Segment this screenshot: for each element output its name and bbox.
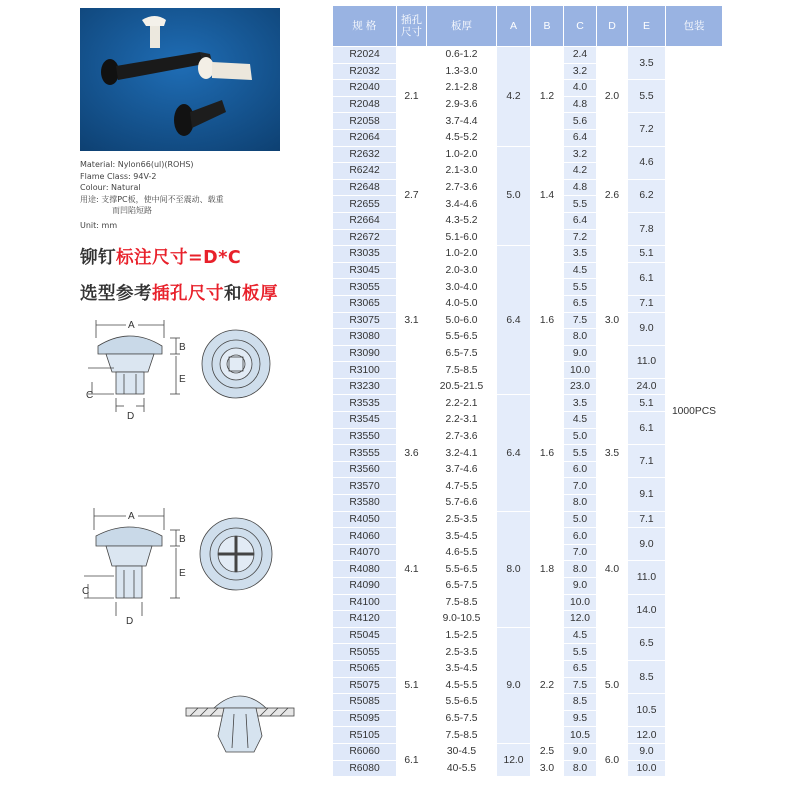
cell-package: 1000PCS [666,47,723,777]
cell-model: R3550 [333,428,397,445]
cell-model: R2632 [333,146,397,163]
cell-thickness: 3.7-4.6 [427,461,497,478]
cell-thickness: 2.2-2.1 [427,395,497,412]
cell-hole-size: 2.1 [397,47,427,147]
cell-c: 4.5 [564,412,597,429]
cell-model: R6242 [333,163,397,180]
cell-hole-size: 3.1 [397,246,427,395]
cell-model: R5055 [333,644,397,661]
cell-a: 4.2 [497,47,531,147]
cell-thickness: 2.2-3.1 [427,412,497,429]
cell-model: R3065 [333,295,397,312]
cell-d: 5.0 [597,627,628,743]
cell-thickness: 5.7-6.6 [427,495,497,512]
cell-e: 9.0 [628,743,666,760]
cell-e: 7.8 [628,212,666,245]
cell-thickness: 6.5-7.5 [427,345,497,362]
cell-thickness: 2.7-3.6 [427,179,497,196]
dim-E-label: E [179,374,186,385]
spec-colour: Colour: Natural [80,183,141,192]
cell-e: 3.5 [628,47,666,80]
cell-c: 6.4 [564,212,597,229]
cell-model: R2040 [333,80,397,97]
cell-b: 2.5 [531,743,564,760]
cell-thickness: 0.6-1.2 [427,47,497,64]
cell-d: 2.6 [597,146,628,246]
cell-model: R2655 [333,196,397,213]
cell-e: 6.5 [628,627,666,660]
cell-c: 12.0 [564,611,597,628]
cell-model: R4070 [333,544,397,561]
spec-table [332,6,723,777]
cell-thickness: 6.5-7.5 [427,710,497,727]
cell-model: R2664 [333,212,397,229]
cell-c: 10.0 [564,362,597,379]
header-thickness: 板厚 [427,6,497,47]
cell-b: 1.6 [531,395,564,511]
cell-e: 6.2 [628,179,666,212]
cell-model: R3075 [333,312,397,329]
cell-thickness: 4.7-5.5 [427,478,497,495]
cell-model: R2064 [333,129,397,146]
cell-c: 4.8 [564,179,597,196]
dim-C-label: C [86,390,94,401]
cell-c: 6.5 [564,295,597,312]
cell-c: 4.5 [564,262,597,279]
cell-c: 6.0 [564,528,597,545]
table-row [333,47,723,64]
cell-c: 5.6 [564,113,597,130]
cell-hole-size: 2.7 [397,146,427,246]
cell-d: 4.0 [597,511,628,627]
cell-e: 7.1 [628,445,666,478]
spec-flame: Flame Class: 94V-2 [80,171,157,181]
cell-thickness: 2.1-3.0 [427,163,497,180]
cell-thickness: 4.0-5.0 [427,295,497,312]
dim-E2-label: E [179,568,186,579]
cell-e: 9.1 [628,478,666,511]
cell-b: 2.2 [531,627,564,743]
cell-model: R4080 [333,561,397,578]
dim-D-label: D [127,411,135,422]
cell-c: 7.5 [564,312,597,329]
cell-c: 8.0 [564,561,597,578]
cell-e: 11.0 [628,561,666,594]
cell-thickness: 7.5-8.5 [427,594,497,611]
cell-thickness: 2.0-3.0 [427,262,497,279]
cell-thickness: 2.9-3.6 [427,96,497,113]
cell-thickness: 1.0-2.0 [427,246,497,263]
cell-c: 9.0 [564,743,597,760]
cell-e: 14.0 [628,594,666,627]
header-e: E [628,6,666,47]
spec-usage-cont: 而凹陷短路 [112,206,152,215]
cell-thickness: 5.1-6.0 [427,229,497,246]
material-spec [80,159,224,231]
cell-thickness: 3.5-4.5 [427,660,497,677]
spec-material: Material: Nylon66(ul)(ROHS) [80,160,194,169]
dim-B2-label: B [179,534,186,545]
cell-c: 3.2 [564,63,597,80]
cell-thickness: 2.7-3.6 [427,428,497,445]
cell-thickness: 40-5.5 [427,760,497,777]
cell-c: 5.5 [564,445,597,462]
cell-c: 6.4 [564,129,597,146]
cell-model: R5045 [333,627,397,644]
cell-model: R3035 [333,246,397,263]
cell-hole-size: 4.1 [397,511,427,627]
header-package: 包装 [666,6,723,47]
cell-model: R5105 [333,727,397,744]
cell-thickness: 1.3-3.0 [427,63,497,80]
cell-model: R3570 [333,478,397,495]
cell-thickness: 3.0-4.0 [427,279,497,296]
cell-c: 6.5 [564,660,597,677]
cell-model: R4090 [333,578,397,595]
cell-c: 7.5 [564,677,597,694]
table-row [333,627,723,644]
cell-c: 4.8 [564,96,597,113]
cell-model: R3090 [333,345,397,362]
cell-c: 2.4 [564,47,597,64]
cell-model: R5075 [333,677,397,694]
cell-a: 5.0 [497,146,531,246]
rivet-drawing-2 [76,504,286,634]
cell-hole-size: 5.1 [397,627,427,743]
cell-thickness: 2.5-3.5 [427,644,497,661]
cell-model: R2058 [333,113,397,130]
spec-unit: Unit: mm [80,220,118,230]
cell-b: 1.2 [531,47,564,147]
cell-a: 6.4 [497,395,531,511]
installed-rivet-drawing [180,680,300,760]
cell-e: 8.5 [628,660,666,693]
cell-c: 8.0 [564,329,597,346]
cell-model: R3535 [333,395,397,412]
cell-thickness: 4.6-5.5 [427,544,497,561]
cell-model: R5065 [333,660,397,677]
cell-e: 11.0 [628,345,666,378]
header-hole: 插孔 尺寸 [397,6,427,47]
cell-c: 9.0 [564,578,597,595]
cell-thickness: 7.5-8.5 [427,727,497,744]
table-header-row [333,6,723,47]
cell-thickness: 30-4.5 [427,743,497,760]
cell-thickness: 6.5-7.5 [427,578,497,595]
cell-e: 10.0 [628,760,666,777]
cell-e: 7.1 [628,511,666,528]
cell-c: 9.0 [564,345,597,362]
cell-a: 9.0 [497,627,531,743]
cell-thickness: 4.5-5.2 [427,129,497,146]
cell-a: 6.4 [497,246,531,395]
dim-A2-label: A [128,511,135,522]
cell-c: 5.5 [564,196,597,213]
cell-model: R2672 [333,229,397,246]
cell-thickness: 3.5-4.5 [427,528,497,545]
cell-d: 3.0 [597,246,628,395]
dim-D2-label: D [126,616,134,627]
cell-model: R3560 [333,461,397,478]
cell-thickness: 1.0-2.0 [427,146,497,163]
cell-thickness: 3.4-4.6 [427,196,497,213]
cell-model: R3080 [333,329,397,346]
cell-e: 12.0 [628,727,666,744]
cell-c: 4.0 [564,80,597,97]
dim-C2-label: C [82,586,90,597]
cell-d: 2.0 [597,47,628,147]
cell-model: R3545 [333,412,397,429]
cell-c: 8.0 [564,760,597,777]
cell-model: R2048 [333,96,397,113]
cell-e: 9.0 [628,312,666,345]
cell-model: R2648 [333,179,397,196]
cell-thickness: 9.0-10.5 [427,611,497,628]
cell-c: 9.5 [564,710,597,727]
cell-b: 1.4 [531,146,564,246]
cell-thickness: 5.5-6.5 [427,561,497,578]
cell-thickness: 2.5-3.5 [427,511,497,528]
cell-model: R2024 [333,47,397,64]
cell-model: R3045 [333,262,397,279]
headline-rivet-size: 铆钉标注尺寸=D*C [80,248,242,268]
cell-c: 5.5 [564,279,597,296]
dim-B-label: B [179,342,186,353]
cell-e: 4.6 [628,146,666,179]
cell-c: 7.0 [564,544,597,561]
cell-c: 7.2 [564,229,597,246]
table-row [333,246,723,263]
cell-thickness: 5.5-6.5 [427,329,497,346]
cell-model: R5085 [333,694,397,711]
cell-e: 6.1 [628,412,666,445]
cell-c: 4.5 [564,627,597,644]
cell-e: 7.1 [628,295,666,312]
cell-model: R6060 [333,743,397,760]
cell-hole-size: 3.6 [397,395,427,511]
cell-thickness: 3.2-4.1 [427,445,497,462]
header-b: B [531,6,564,47]
cell-c: 8.5 [564,694,597,711]
cell-c: 10.5 [564,727,597,744]
left-panel [0,0,330,800]
cell-c: 6.0 [564,461,597,478]
cell-c: 8.0 [564,495,597,512]
cell-model: R6080 [333,760,397,777]
table-row [333,146,723,163]
cell-c: 5.0 [564,511,597,528]
cell-thickness: 7.5-8.5 [427,362,497,379]
cell-b: 1.8 [531,511,564,627]
table-row [333,395,723,412]
cell-c: 23.0 [564,378,597,395]
headline-selection: 选型参考插孔尺寸和板厚 [80,284,278,304]
cell-e: 9.0 [628,528,666,561]
cell-c: 5.0 [564,428,597,445]
cell-hole-size: 6.1 [397,743,427,776]
cell-model: R2032 [333,63,397,80]
cell-e: 7.2 [628,113,666,146]
cell-model: R4050 [333,511,397,528]
header-spec: 规 格 [333,6,397,47]
cell-model: R5095 [333,710,397,727]
cell-model: R3230 [333,378,397,395]
rivet-drawing-1 [76,312,286,432]
cell-model: R3555 [333,445,397,462]
cell-model: R3100 [333,362,397,379]
cell-model: R4060 [333,528,397,545]
cell-thickness: 2.1-2.8 [427,80,497,97]
table-row [333,511,723,528]
cell-e: 24.0 [628,378,666,395]
cell-b: 1.6 [531,246,564,395]
cell-thickness: 1.5-2.5 [427,627,497,644]
cell-a: 8.0 [497,511,531,627]
cell-model: R3055 [333,279,397,296]
cell-c: 3.5 [564,395,597,412]
cell-model: R4100 [333,594,397,611]
cell-e: 5.1 [628,395,666,412]
cell-thickness: 4.3-5.2 [427,212,497,229]
spec-usage: 用途: 支撑PC板，使中间不至震动、载重 [80,194,224,204]
cell-e: 6.1 [628,262,666,295]
cell-thickness: 20.5-21.5 [427,378,497,395]
header-c: C [564,6,597,47]
header-d: D [597,6,628,47]
cell-e: 5.5 [628,80,666,113]
cell-c: 3.2 [564,146,597,163]
header-a: A [497,6,531,47]
cell-a: 12.0 [497,743,531,776]
cell-d: 6.0 [597,743,628,776]
cell-d: 3.5 [597,395,628,511]
cell-thickness: 4.5-5.5 [427,677,497,694]
cell-c: 3.5 [564,246,597,263]
product-photo [80,8,280,151]
cell-thickness: 5.0-6.0 [427,312,497,329]
cell-model: R3580 [333,495,397,512]
cell-thickness: 3.7-4.4 [427,113,497,130]
cell-e: 5.1 [628,246,666,263]
cell-c: 7.0 [564,478,597,495]
cell-c: 10.0 [564,594,597,611]
cell-thickness: 5.5-6.5 [427,694,497,711]
cell-e: 10.5 [628,694,666,727]
cell-model: R4120 [333,611,397,628]
cell-c: 4.2 [564,163,597,180]
cell-c: 5.5 [564,644,597,661]
table-row [333,743,723,760]
dim-A-label: A [128,320,135,331]
cell-b: 3.0 [531,760,564,777]
